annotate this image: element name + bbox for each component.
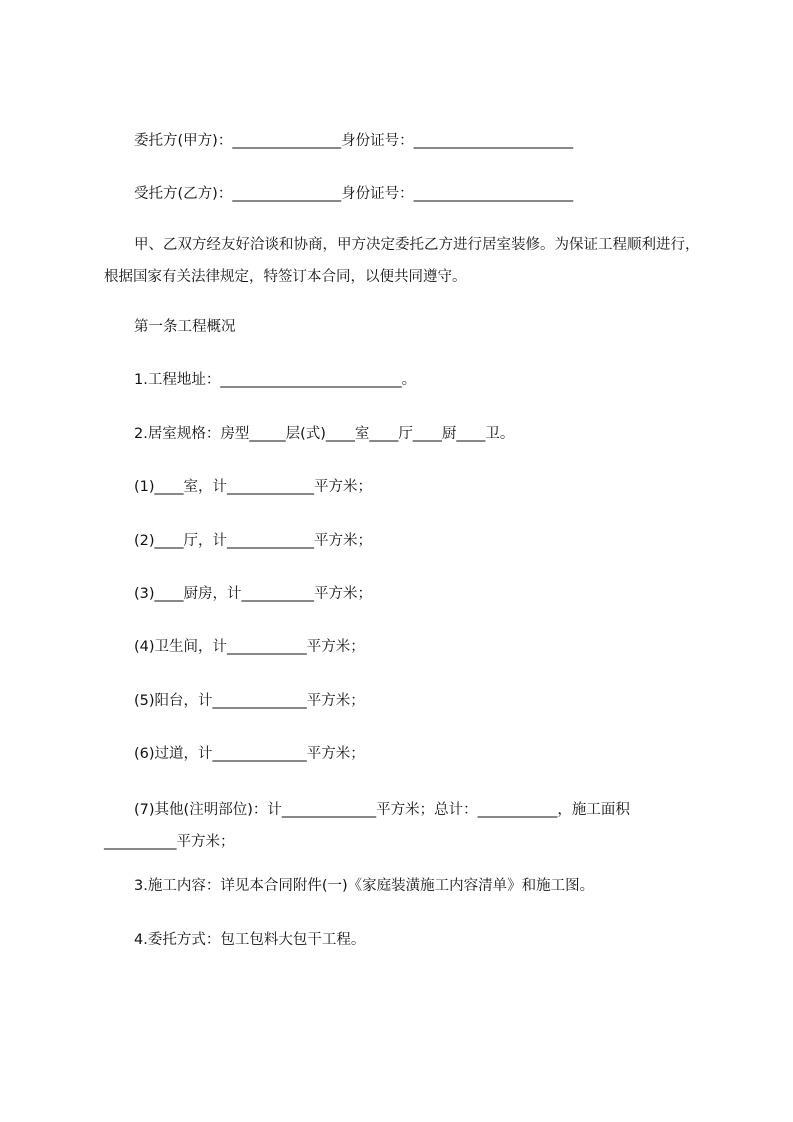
sub-item-balcony: (5)阳台，计_____________平方米； [134,693,365,709]
party-a-line: 委托方(甲方)：_______________身份证号：______________________ [134,133,574,149]
item-commission-method: 4.委托方式：包工包料大包干工程。 [134,932,366,948]
sub-item-other: (7)其他(注明部位)：计_____________平方米；总计：___________，施工面积__________平方米； [104,802,630,850]
section-title: 第一条工程概况 [134,319,236,335]
sub-item-bathroom: (4)卫生间，计___________平方米； [134,639,365,655]
intro-paragraph: 甲、乙双方经友好洽谈和协商，甲方决定委托乙方进行居室装修。为保证工程顺利进行，根据国家有关法律规定，特签订本合同，以便共同遵守。 [104,237,700,285]
item-project-address: 1.工程地址：_________________________。 [134,372,417,388]
party-b-line: 受托方(乙方)：_______________身份证号：______________________ [134,186,574,202]
sub-item-corridor: (6)过道，计_____________平方米； [134,746,365,762]
item-construction-content: 3.施工内容：详见本合同附件(一)《家庭装潢施工内容清单》和施工图。 [134,878,595,894]
sub-item-rooms: (1)____室，计____________平方米； [134,479,373,495]
sub-item-kitchen: (3)____厨房，计__________平方米； [134,586,373,602]
sub-item-halls: (2)____厅，计____________平方米； [134,533,373,549]
item-room-spec: 2.居室规格：房型_____层(式)____室____厅____厨____卫。 [134,426,515,442]
